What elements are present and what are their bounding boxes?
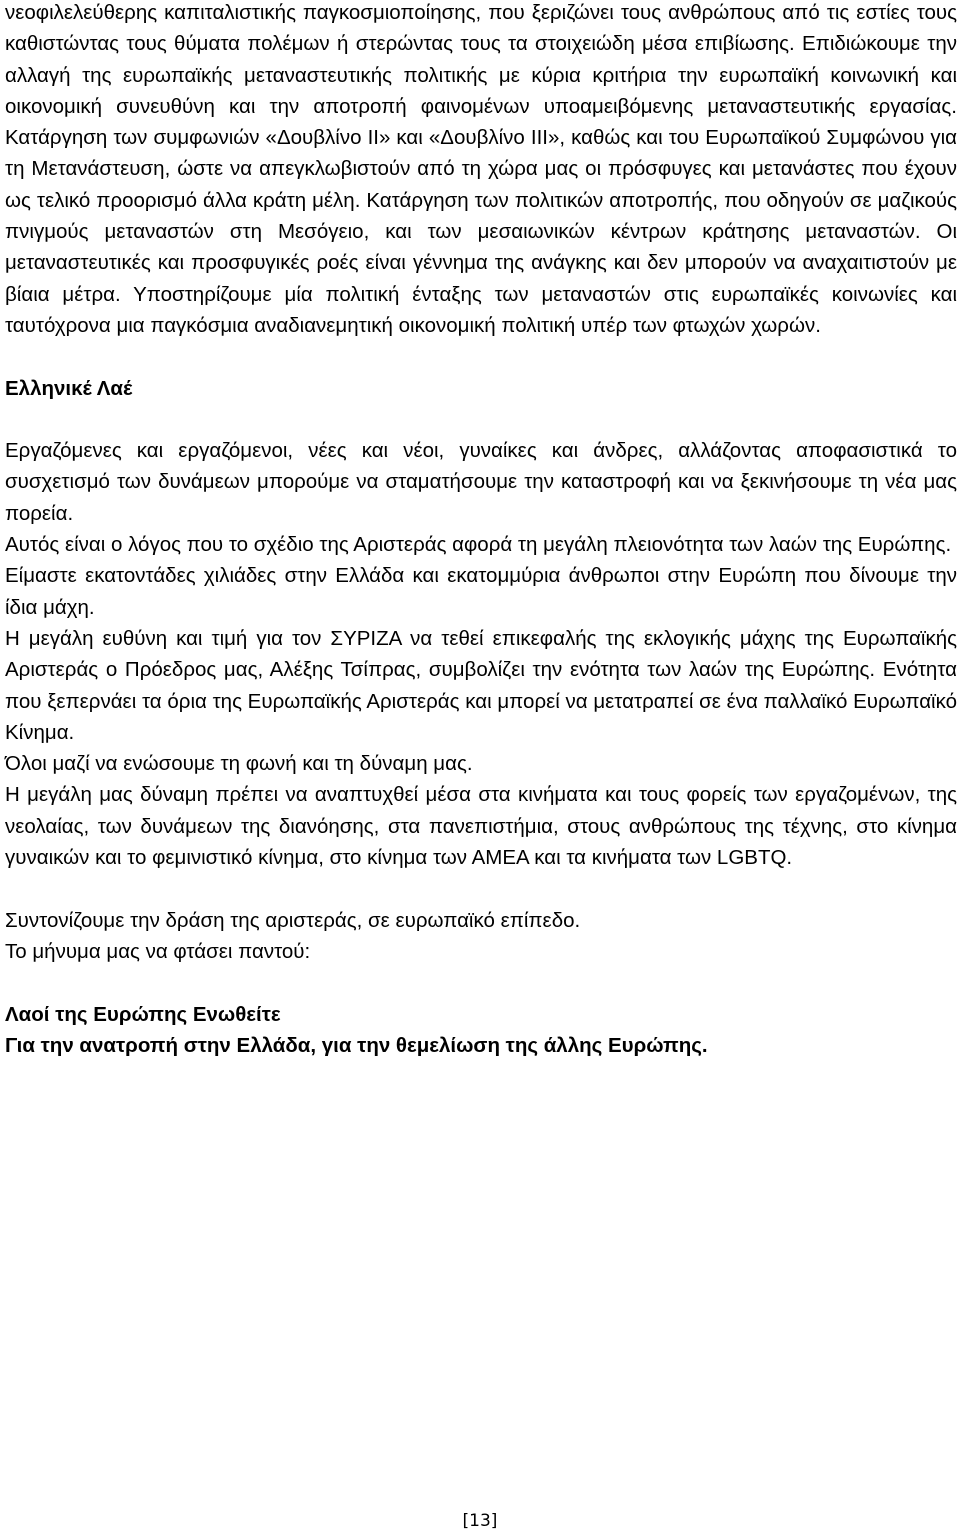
spacer [5,873,957,904]
body-paragraph: νεοφιλελεύθερης καπιταλιστικής παγκοσμιοποίησης, που ξεριζώνει τους ανθρώπους από τις εστίες τους καθιστώντας τους θύματα πολέμων ή στερώντας τους τα στοιχειώδη μέσα επιβίωσης. Επιδιώκουμε την αλλαγή της ευρωπαϊκής μεταναστευτικής πολιτικής με κύρια κριτήρια την ευρωπαϊκή κοινωνική και οικονομική συνευθύνη και την αποτροπή φαινομένων υποαμειβόμενης μεταναστευτικής εργασίας. Κατάργηση των συμφωνιών «Δουβλίνο ΙΙ» και «Δουβλίνο ΙΙΙ», καθώς και του Ευρωπαϊκού Συμφώνου για τη Μετανάστευση, ώστε να απεγκλωβιστούν από τη χώρα μας οι πρόσφυγες και μετανάστες που έχουν ως τελικό προορισμό άλλα κράτη μέλη. Κατάργηση των πολιτικών αποτροπής, που οδηγούν σε μαζικούς πνιγμούς μεταναστών στη Μεσόγειο, και των μεσαιωνικών κέντρων κράτησης μεταναστών. Οι μεταναστευτικές και προσφυγικές ροές είναι γέννημα της ανάγκης και δεν μπορούν να αναχαιτιστούν με βίαια μέτρα. Υποστηρίζουμε μία πολιτική ένταξης των μεταναστών στις ευρωπαϊκές κοινωνίες και ταυτόχρονα μια παγκόσμια αναδιανεμητική οικονομική πολιτική υπέρ των φτωχών χωρών. [5,1,957,337]
body-paragraph: Η μεγάλη ευθύνη και τιμή για τον ΣΥΡΙΖΑ να τεθεί επικεφαλής της εκλογικής μάχης της Ευρωπαϊκής Αριστεράς ο Πρόεδρος μας, Αλέξης Τσίπρας, συμβολίζει την ενότητα των λαών της Ευρώπης. Ενότητα που ξεπερνάει τα όρια της Ευρωπαϊκής Αριστεράς και μπορεί να μετατραπεί σε ένα παλλαϊκό Ευρωπαϊκό Κίνημα. [5,626,957,744]
body-paragraph: Το μήνυμα μας να φτάσει παντού: [5,939,311,963]
spacer [5,967,957,998]
closing-slogan: Για την ανατροπή στην Ελλάδα, για την θεμελίωση της άλλης Ευρώπης. [5,1033,708,1057]
spacer [5,341,957,372]
document-page [5,0,957,1061]
closing-slogan: Λαοί της Ευρώπης Ενωθείτε [5,1002,281,1026]
body-paragraph: Εργαζόμενες και εργαζόμενοι, νέες και νέοι, γυναίκες και άνδρες, αλλάζοντας αποφασιστικά το συσχετισμό των δυνάμεων μπορούμε να σταματήσουμε την καταστροφή και να ξεκινήσουμε τη νέα μας πορεία. [5,439,957,525]
body-paragraph: Αυτός είναι ο λόγος που το σχέδιο της Αριστεράς αφορά τη μεγάλη πλειονότητα των λαών της Ευρώπης. [5,533,952,557]
body-paragraph: Συντονίζουμε την δράση της αριστεράς, σε ευρωπαϊκό επίπεδο. [5,908,581,932]
section-heading: Ελληνικέ Λαέ [5,376,133,400]
body-paragraph: Όλοι μαζί να ενώσουμε τη φωνή και τη δύναμη μας. [5,752,473,776]
body-paragraph: Είμαστε εκατοντάδες χιλιάδες στην Ελλάδα και εκατομμύρια άνθρωποι στην Ευρώπη που δίνουμε την ίδια μάχη. [5,564,957,619]
body-paragraph: Η μεγάλη μας δύναμη πρέπει να αναπτυχθεί μέσα στα κινήματα και τους φορείς των εργαζομένων, της νεολαίας, των δυνάμεων της διανόησης, στα πανεπιστήμια, στους ανθρώπους της τέχνης, στο κίνημα γυναικών και το φεμινιστικό κίνημα, στο κίνημα των ΑΜΕΑ και τα κινήματα των LGBTQ. [5,783,957,870]
spacer [5,404,957,435]
page-number: [13] [462,1511,498,1531]
